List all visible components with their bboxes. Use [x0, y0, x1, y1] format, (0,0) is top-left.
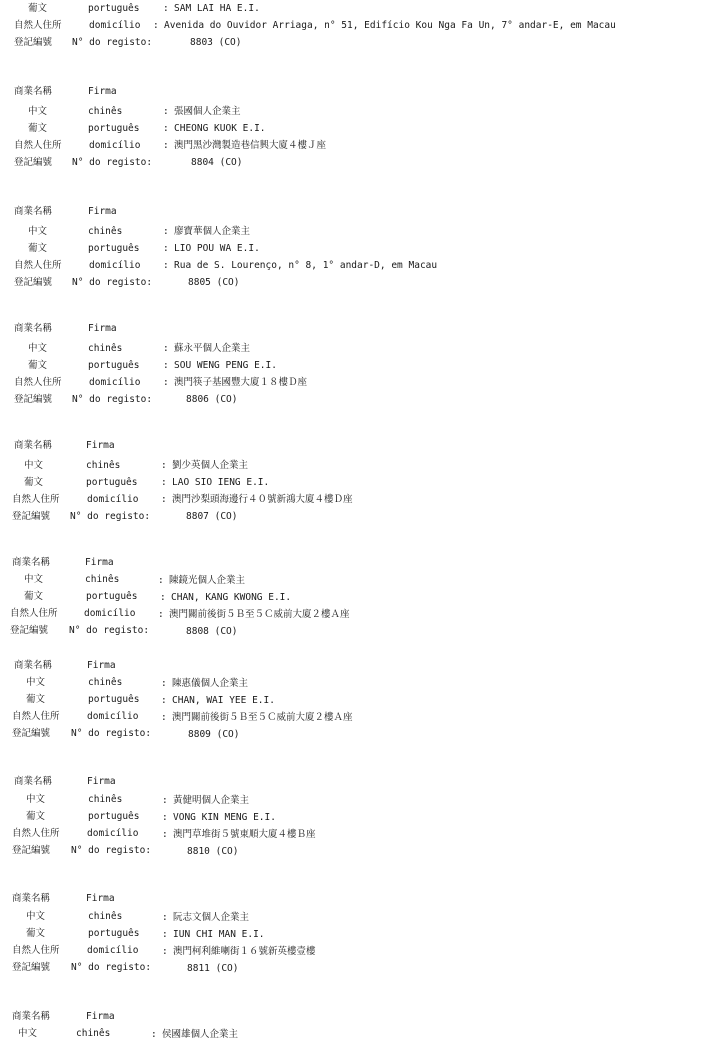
registry-label-pt: N° do registo: — [72, 277, 153, 288]
registry-number: 8811 (CO) — [187, 963, 239, 974]
registry-number: 8806 (CO) — [186, 394, 238, 405]
entry-8806 — [0, 323, 717, 403]
portuguese-name: LIO POU WA E.I. — [174, 243, 260, 254]
chinese-label-zh: 中文 — [26, 794, 46, 805]
business-name-label-pt: Firma — [86, 1011, 115, 1022]
colon: : — [162, 812, 168, 823]
domicile-label-pt: domicílio — [87, 828, 139, 839]
domicile-label-pt: domicílio — [89, 140, 141, 151]
portuguese-name: CHAN, WAI YEE E.I. — [172, 695, 275, 706]
registry-label-zh: 登記編號 — [12, 511, 51, 522]
chinese-label-pt: chinês — [88, 343, 123, 354]
registry-number: 8805 (CO) — [188, 277, 240, 288]
business-name-label-zh: 商業名稱 — [14, 660, 53, 671]
chinese-name: 廖寶華個人企業主 — [174, 226, 251, 237]
registry-number: 8810 (CO) — [187, 846, 239, 857]
colon: : — [162, 946, 168, 957]
chinese-label-zh: 中文 — [28, 106, 48, 117]
colon: : — [153, 20, 159, 31]
registry-label-pt: N° do registo: — [71, 962, 152, 973]
colon: : — [161, 695, 167, 706]
portuguese-label-zh: 葡文 — [28, 3, 48, 14]
entry-8807 — [0, 440, 717, 520]
domicile-value: 澳門關前後街５Ｂ至５Ｃ威前大廈２樓Ａ座 — [169, 609, 350, 620]
colon: : — [163, 260, 169, 271]
domicile-label-zh: 自然人住所 — [12, 945, 60, 956]
colon: : — [163, 360, 169, 371]
business-name-label-pt: Firma — [86, 440, 115, 451]
colon: : — [162, 829, 168, 840]
chinese-label-pt: chinês — [88, 226, 123, 237]
domicile-label-pt: domicílio — [87, 494, 139, 505]
colon: : — [163, 343, 169, 354]
registry-label-zh: 登記編號 — [14, 394, 53, 405]
portuguese-label-zh: 葡文 — [28, 243, 48, 254]
portuguese-label-pt: português — [88, 694, 140, 705]
chinese-name: 陳鏡光個人企業主 — [169, 575, 246, 586]
portuguese-label-zh: 葡文 — [28, 360, 48, 371]
business-name-label-pt: Firma — [87, 776, 116, 787]
domicile-label-zh: 自然人住所 — [14, 20, 62, 31]
chinese-label-zh: 中文 — [28, 226, 48, 237]
registry-label-pt: N° do registo: — [71, 728, 152, 739]
portuguese-name: SOU WENG PENG E.I. — [174, 360, 277, 371]
domicile-value: Avenida do Ouvidor Arriaga, n° 51, Edifício Kou Nga Fa Un, 7° andar-E, em Macau — [164, 20, 616, 31]
portuguese-label-pt: português — [88, 3, 140, 14]
domicile-label-pt: domicílio — [87, 945, 139, 956]
registry-label-pt: N° do registo: — [70, 511, 151, 522]
business-name-label-zh: 商業名稱 — [12, 893, 51, 904]
chinese-name: 侯國雄個人企業主 — [162, 1029, 239, 1040]
colon: : — [163, 3, 169, 14]
colon: : — [161, 712, 167, 723]
domicile-label-pt: domicílio — [89, 377, 141, 388]
colon: : — [151, 1029, 157, 1040]
colon: : — [162, 795, 168, 806]
registry-label-zh: 登記編號 — [14, 157, 53, 168]
portuguese-label-pt: português — [88, 811, 140, 822]
colon: : — [163, 377, 169, 388]
portuguese-name: LAO SIO IENG E.I. — [172, 477, 270, 488]
domicile-label-zh: 自然人住所 — [12, 711, 60, 722]
entry-last-partial — [0, 1011, 717, 1051]
business-name-label-pt: Firma — [86, 893, 115, 904]
domicile-label-pt: domicílio — [84, 608, 136, 619]
entry-8811 — [0, 893, 717, 973]
colon: : — [162, 912, 168, 923]
domicile-value: 澳門關前後街５Ｂ至５Ｃ威前大廈２樓Ａ座 — [172, 712, 353, 723]
domicile-label-zh: 自然人住所 — [14, 260, 62, 271]
registry-label-zh: 登記編號 — [10, 625, 49, 636]
registry-number: 8804 (CO) — [191, 157, 243, 168]
portuguese-name: CHAN, KANG KWONG E.I. — [171, 592, 292, 603]
domicile-value: Rua de S. Lourenço, n° 8, 1° andar-D, em Macau — [174, 260, 438, 271]
registry-label-zh: 登記編號 — [14, 277, 53, 288]
domicile-label-pt: domicílio — [87, 711, 139, 722]
business-name-label-zh: 商業名稱 — [14, 86, 53, 97]
chinese-label-pt: chinês — [85, 574, 120, 585]
domicile-value: 澳門草堆街５號東順大廈４樓Ｂ座 — [173, 829, 316, 840]
business-name-label-pt: Firma — [85, 557, 114, 568]
portuguese-label-zh: 葡文 — [26, 811, 46, 822]
chinese-label-pt: chinês — [88, 677, 123, 688]
chinese-label-pt: chinês — [88, 911, 123, 922]
chinese-name: 蘇永平個人企業主 — [174, 343, 251, 354]
chinese-name: 陳惠儀個人企業主 — [172, 678, 249, 689]
chinese-label-pt: chinês — [88, 794, 123, 805]
registry-label-pt: N° do registo: — [69, 625, 150, 636]
business-name-label-zh: 商業名稱 — [12, 1011, 51, 1022]
business-name-label-pt: Firma — [87, 660, 116, 671]
colon: : — [158, 609, 164, 620]
portuguese-label-zh: 葡文 — [28, 123, 48, 134]
portuguese-label-zh: 葡文 — [24, 477, 44, 488]
domicile-value: 澳門柯利維喇街１６號新英樓壹樓 — [173, 946, 316, 957]
entry-8804 — [0, 86, 717, 166]
portuguese-label-pt: português — [86, 591, 138, 602]
portuguese-label-pt: português — [88, 123, 140, 134]
chinese-name: 劉少英個人企業主 — [172, 460, 249, 471]
registry-number: 8807 (CO) — [186, 511, 238, 522]
registry-label-pt: N° do registo: — [71, 845, 152, 856]
domicile-label-zh: 自然人住所 — [14, 377, 62, 388]
business-name-label-pt: Firma — [88, 206, 117, 217]
portuguese-name: VONG KIN MENG E.I. — [173, 812, 276, 823]
domicile-value: 澳門黑沙灣製造巷信興大廈４樓Ｊ座 — [174, 140, 327, 151]
portuguese-label-zh: 葡文 — [26, 928, 46, 939]
portuguese-label-pt: português — [88, 243, 140, 254]
portuguese-name: CHEONG KUOK E.I. — [174, 123, 266, 134]
registry-label-zh: 登記編號 — [12, 728, 51, 739]
chinese-label-zh: 中文 — [18, 1028, 38, 1039]
chinese-label-zh: 中文 — [24, 574, 44, 585]
chinese-label-zh: 中文 — [24, 460, 44, 471]
portuguese-label-pt: português — [88, 928, 140, 939]
chinese-label-pt: chinês — [76, 1028, 111, 1039]
colon: : — [163, 106, 169, 117]
domicile-label-zh: 自然人住所 — [12, 828, 60, 839]
colon: : — [163, 140, 169, 151]
business-name-label-pt: Firma — [88, 86, 117, 97]
domicile-label-zh: 自然人住所 — [14, 140, 62, 151]
colon: : — [161, 678, 167, 689]
registry-label-zh: 登記編號 — [14, 37, 53, 48]
registry-label-pt: N° do registo: — [72, 394, 153, 405]
entry-8805 — [0, 206, 717, 286]
portuguese-name: SAM LAI HA E.I. — [174, 3, 260, 14]
chinese-label-pt: chinês — [88, 106, 123, 117]
colon: : — [160, 592, 166, 603]
entry-8810 — [0, 776, 717, 856]
registry-label-pt: N° do registo: — [72, 37, 153, 48]
chinese-label-zh: 中文 — [28, 343, 48, 354]
business-name-label-pt: Firma — [88, 323, 117, 334]
domicile-label-pt: domicílio — [89, 260, 141, 271]
portuguese-label-pt: português — [88, 360, 140, 371]
business-name-label-zh: 商業名稱 — [14, 206, 53, 217]
colon: : — [163, 123, 169, 134]
colon: : — [161, 477, 167, 488]
chinese-label-pt: chinês — [86, 460, 121, 471]
chinese-name: 張國個人企業主 — [174, 106, 241, 117]
business-name-label-zh: 商業名稱 — [14, 323, 53, 334]
domicile-label-zh: 自然人住所 — [12, 494, 60, 505]
colon: : — [161, 460, 167, 471]
entry-8808 — [0, 557, 717, 637]
domicile-value: 澳門沙梨頭海邊行４０號新鴻大廈４樓Ｄ座 — [172, 494, 353, 505]
chinese-name: 阮志文個人企業主 — [173, 912, 250, 923]
chinese-label-zh: 中文 — [26, 677, 46, 688]
colon: : — [158, 575, 164, 586]
domicile-value: 澳門筷子基國豐大廈１８樓Ｄ座 — [174, 377, 308, 388]
portuguese-label-zh: 葡文 — [24, 591, 44, 602]
colon: : — [161, 494, 167, 505]
colon: : — [162, 929, 168, 940]
chinese-label-zh: 中文 — [26, 911, 46, 922]
registry-number: 8803 (CO) — [190, 37, 242, 48]
domicile-label-zh: 自然人住所 — [10, 608, 58, 619]
portuguese-label-zh: 葡文 — [26, 694, 46, 705]
entry-8809 — [0, 660, 717, 740]
registry-number: 8809 (CO) — [188, 729, 240, 740]
registry-label-pt: N° do registo: — [72, 157, 153, 168]
colon: : — [163, 243, 169, 254]
domicile-label-pt: domicílio — [89, 20, 141, 31]
business-name-label-zh: 商業名稱 — [14, 776, 53, 787]
business-name-label-zh: 商業名稱 — [14, 440, 53, 451]
registry-label-zh: 登記編號 — [12, 845, 51, 856]
registry-number: 8808 (CO) — [186, 626, 238, 637]
business-name-label-zh: 商業名稱 — [12, 557, 51, 568]
portuguese-label-pt: português — [86, 477, 138, 488]
registry-label-zh: 登記編號 — [12, 962, 51, 973]
chinese-name: 黃健明個人企業主 — [173, 795, 250, 806]
colon: : — [163, 226, 169, 237]
portuguese-name: IUN CHI MAN E.I. — [173, 929, 265, 940]
